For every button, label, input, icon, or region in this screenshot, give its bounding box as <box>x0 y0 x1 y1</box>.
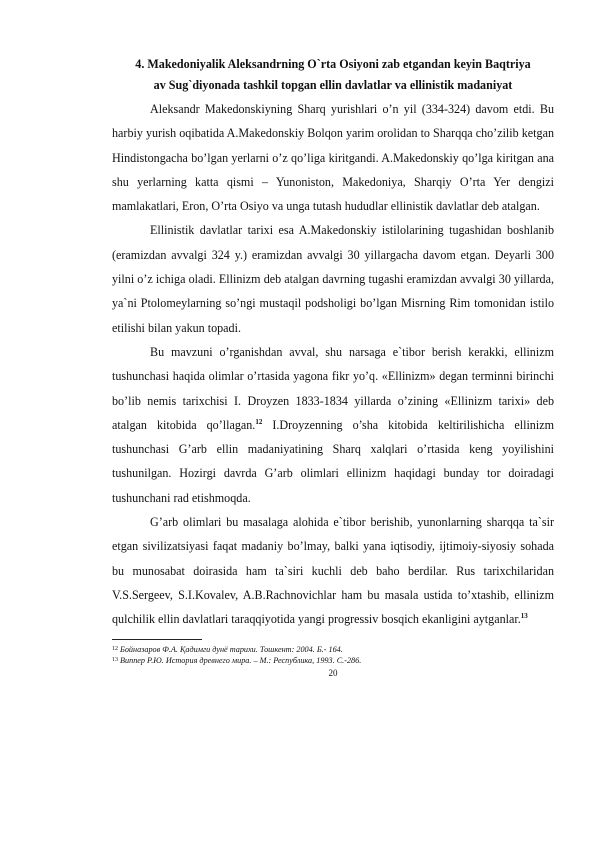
paragraph-3-text-b: I.Droyzenning o’sha kitobida keltirilishicha ellinizm tushunchasi G’arb ellin madaniyatining Sharq xalqlari o’rtasida keng yoyilishini tushunilgan. Hozirgi davrda G’arb olimlari ellinizm haqidagi bunday tor doiradagi tushunchani rad etishmoqda. <box>112 417 554 505</box>
page-number: 20 <box>328 667 338 678</box>
section-heading <box>112 54 554 96</box>
footnote-item <box>112 655 554 667</box>
footnote-ref-12[interactable]: 12 <box>255 417 263 426</box>
footnote-text: Бойназаров Ф.А. Қадимги дунё тарихи. Тошкент: 2004. Б.- 164. <box>120 644 343 654</box>
footnote-divider <box>112 639 202 640</box>
document-page <box>112 54 554 679</box>
footnote-number: 13 <box>112 657 118 664</box>
footnotes <box>112 644 554 667</box>
heading-line-1: 4. Makedoniyalik Aleksandrning O`rta Osiyoni zab etgandan keyin Baqtriya <box>135 57 531 71</box>
paragraph-1: Aleksandr Makedonskiyning Sharq yurishlari o’n yil (334-324) davom etdi. Bu harbiy yurish oqibatida A.Makedonskiy Bolqon yarim orolidan to Sharqqa cho’zilib ketgan Hindistongacha bo’lgan yerlarni o’z qo’liga kiritgandi. A.Makedonskiy qo’lga kiritgan ana shu yerlarning katta qismi – Yunoniston, Makedoniya, Sharqiy O’rta Yer dengizi mamlakatlari, Eron, O’rta Osiyo va unga tutash hududlar ellinistik davlatlar deb atalgan. <box>112 102 554 214</box>
footnote-item <box>112 644 554 656</box>
paragraph-3 <box>112 340 554 510</box>
paragraph-4-text: G’arb olimlari bu masalaga alohida e`tibor berishib, yunonlarning sharqqa ta`sir etgan sivilizatsiyasi faqat madaniy bo’lmay, balki yana iqtisodiy, ijtimoiy-siyosiy sohada bu munosabat doirasida ham ta`siri kuchli deb baho berdilar. Rus tarixchilaridan V.S.Sergeev, S.I.Kovalev, A.B.Rachnovichlar ham bu masala ustida to’xtashib, ellinizm qulchilik ellin davlatlari taraqqiyotida yangi progressiv bosqich ekanligini aytganlar. <box>112 515 554 627</box>
paragraph-4 <box>112 510 554 631</box>
footnote-text: Виппер Р.Ю. История древнего мира. – М.: Республика, 1993. С.-286. <box>120 656 362 666</box>
footnote-number: 12 <box>112 645 118 652</box>
paragraph-3-text-a: Bu mavzuni o’rganishdan avval, shu narsaga e`tibor berish kerakki, ellinizm tushunchasi haqida olimlar o’rtasida yagona fikr yo’q. «Ellinizm» degan terminni birinchi bo’lib nemis tarixchisi I. Droyzen 1833-1834 yillarda o’zining «Ellinizm tarixi» deb atalgan kitobida qo’llagan. <box>112 344 554 432</box>
footnote-ref-13[interactable]: 13 <box>520 612 528 621</box>
paragraph-2: Ellinistik davlatlar tarixi esa A.Makedonskiy istilolarining tugashidan boshlanib (eramizdan avvalgi 324 y.) eramizdan avvalgi 30 yillargacha davom etgan. Deyarli 300 yilni o’z ichiga oladi. Ellinizm deb atalgan davrning tugashi eramizdan avvalgi 30 yillarda, ya`ni Ptolomeylarning so’ngi mustaqil podsholigi bo’lgan Misrning Rim tomonidan istilo etilishi bilan yakun topadi. <box>112 223 554 335</box>
heading-line-2: av Sug`diyonada tashkil topgan ellin davlatlar va ellinistik madaniyat <box>153 78 513 92</box>
